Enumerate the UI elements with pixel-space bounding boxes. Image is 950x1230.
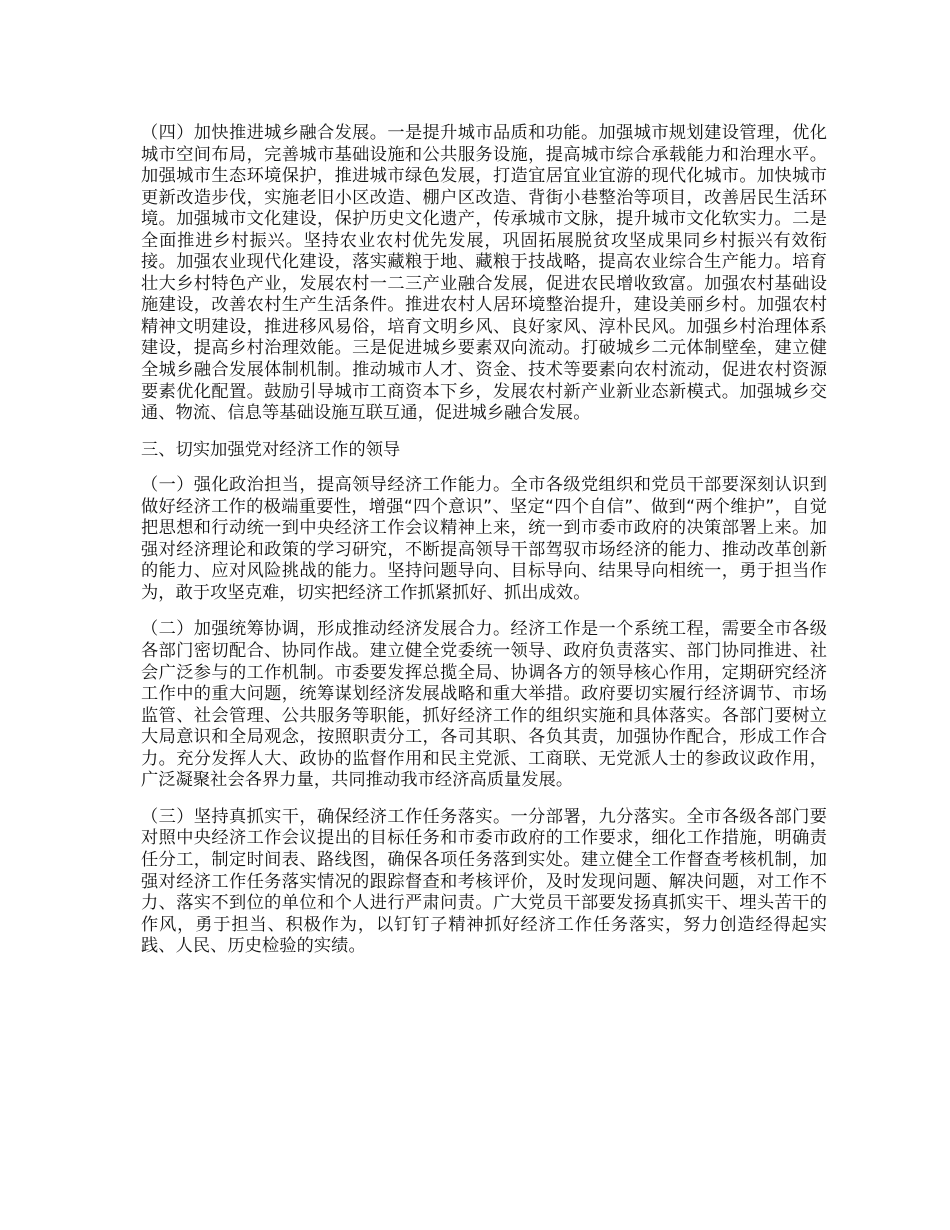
paragraph-political-responsibility: （一）强化政治担当，提高领导经济工作能力。全市各级党组织和党员干部要深刻认识到做好经济工作的极端重要性，增强“四个意识”、坚定“四个自信”、做到“两个维护”，自觉把思想和行动统一到中央经济工作会议精神上来，统一到市委市政府的决策部署上来。加强对经济理论和政策的学习研究，不断提高领导干部驾驭市场经济的能力、推动改革创新的能力、应对风险挑战的能力。坚持问题导向、目标导向、结果导向相统一，勇于担当作为，敢于攻坚克难，切实把经济工作抓紧抓好、抓出成效。	[141, 475, 827, 603]
paragraph-urban-rural-integration: （四）加快推进城乡融合发展。一是提升城市品质和功能。加强城市规划建设管理，优化城市空间布局，完善城市基础设施和公共服务设施，提高城市综合承载能力和治理水平。加强城市生态环境保护，推进城市绿色发展，打造宜居宜业宜游的现代化城市。加快城市更新改造步伐，实施老旧小区改造、棚户区改造、背街小巷整治等项目，改善居民生活环境。加强城市文化建设，保护历史文化遗产，传承城市文脉，提升城市文化软实力。二是全面推进乡村振兴。坚持农业农村优先发展，巩固拓展脱贫攻坚成果同乡村振兴有效衔接。加强农业现代化建设，落实藏粮于地、藏粮于技战略，提高农业综合生产能力。培育壮大乡村特色产业，发展农村一二三产业融合发展，促进农民增收致富。加强农村基础设施建设，改善农村生产生活条件。推进农村人居环境整治提升，建设美丽乡村。加强农村精神文明建设，推进移风易俗，培育文明乡风、良好家风、淳朴民风。加强乡村治理体系建设，提高乡村治理效能。三是促进城乡要素双向流动。打破城乡二元体制壁垒，建立健全城乡融合发展体制机制。推动城市人才、资金、技术等要素向农村流动，促进农村资源要素优化配置。鼓励引导城市工商资本下乡，发展农村新产业新业态新模式。加强城乡交通、物流、信息等基础设施互联互通，促进城乡融合发展。	[141, 123, 827, 424]
paragraph-implementation: （三）坚持真抓实干，确保经济工作任务落实。一分部署，九分落实。全市各级各部门要对照中央经济工作会议提出的目标任务和市委市政府的工作要求，细化工作措施，明确责任分工，制定时间表、路线图，确保各项任务落到实处。建立健全工作督查考核机制，加强对经济工作任务落实情况的跟踪督查和考核评价，及时发现问题、解决问题，对工作不力、落实不到位的单位和个人进行严肃问责。广大党员干部要发扬真抓实干、埋头苦干的作风，勇于担当、积极作为，以钉钉子精神抓好经济工作任务落实，努力创造经得起实践、人民、历史检验的实绩。	[141, 806, 827, 957]
document-page	[141, 123, 827, 973]
paragraph-coordination: （二）加强统筹协调，形成推动经济发展合力。经济工作是一个系统工程，需要全市各级各部门密切配合、协同作战。建立健全党委统一领导、政府负责落实、部门协同推进、社会广泛参与的工作机制。市委要发挥总揽全局、协调各方的领导核心作用，定期研究经济工作中的重大问题，统筹谋划经济发展战略和重大举措。政府要切实履行经济调节、市场监管、社会管理、公共服务等职能，抓好经济工作的组织实施和具体落实。各部门要树立大局意识和全局观念，按照职责分工，各司其职、各负其责，加强协作配合，形成工作合力。充分发挥人大、政协的监督作用和民主党派、工商联、无党派人士的参政议政作用，广泛凝聚社会各界力量，共同推动我市经济高质量发展。	[141, 619, 827, 791]
section-heading: 三、切实加强党对经济工作的领导	[141, 439, 401, 460]
